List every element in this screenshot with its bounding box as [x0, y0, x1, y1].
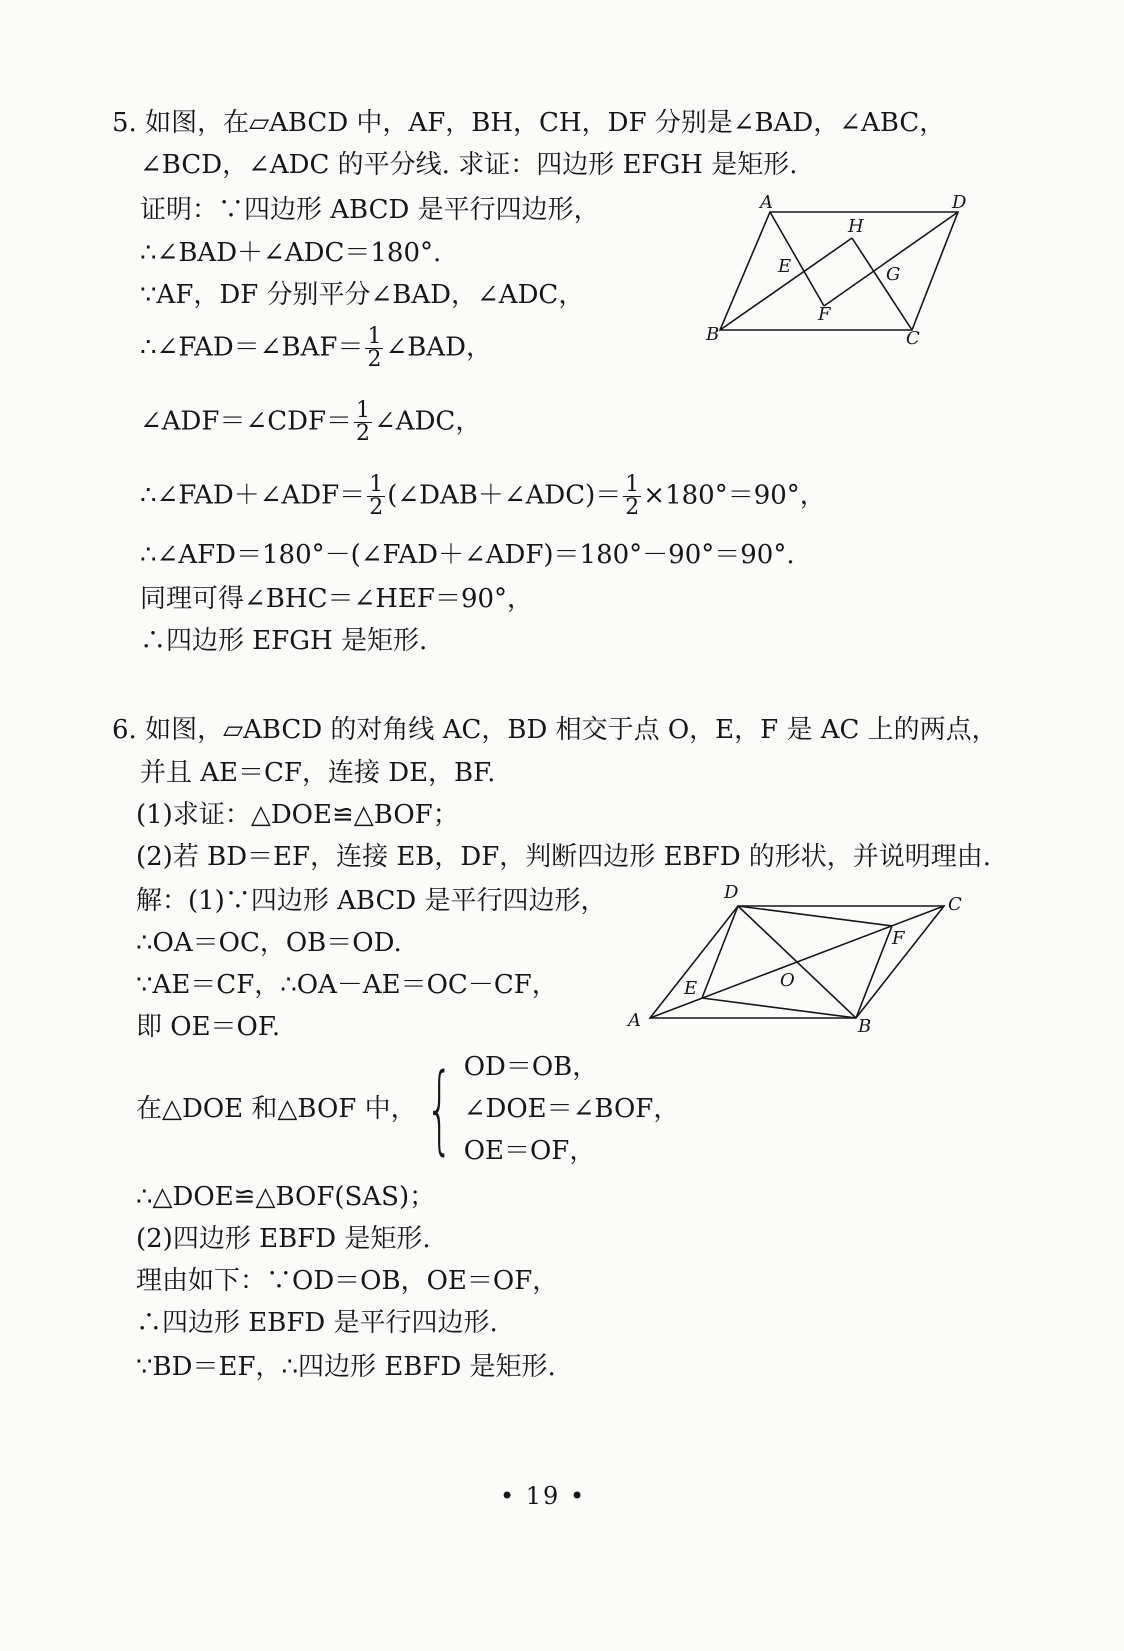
- label-d: D: [724, 882, 739, 903]
- label-b: B: [858, 1016, 872, 1037]
- label-b: B: [706, 324, 720, 345]
- figure-parallelogram-ebfd: [622, 878, 972, 1038]
- problem5-line2: ∠BCD，∠ADC 的平分线. 求证：四边形 EFGH 是矩形.: [140, 150, 798, 180]
- label-e: E: [684, 978, 698, 999]
- label-f: F: [892, 928, 905, 949]
- label-g: G: [886, 264, 901, 285]
- sol6-line8: 理由如下：∵OD＝OB，OE＝OF，: [136, 1266, 559, 1296]
- sol6-line10: ∵BD＝EF，∴四边形 EBFD 是矩形.: [136, 1352, 556, 1382]
- sys-condition-2: ∠DOE＝∠BOF，: [463, 1094, 680, 1124]
- label-a: A: [628, 1010, 641, 1031]
- problem6-line1: 6. 如图，▱ABCD 的对角线 AC，BD 相交于点 O，E，F 是 AC 上的两点，: [112, 715, 998, 745]
- page-number: • 19 •: [500, 1482, 587, 1510]
- sol6-congruence-system: [136, 1050, 679, 1168]
- label-f: F: [818, 304, 831, 325]
- proof5-line6: [140, 474, 826, 519]
- diagonal-bd: [738, 906, 856, 1018]
- problem5-line1: 5. 如图，在▱ABCD 中，AF，BH，CH，DF 分别是∠BAD，∠ABC，: [112, 108, 946, 138]
- brace-icon: {: [425, 1053, 453, 1165]
- proof5-line6-post: ×180°＝90°，: [643, 480, 826, 511]
- proof5-line4: [140, 326, 492, 371]
- label-e: E: [778, 256, 792, 277]
- proof5-line5-post: ∠ADC，: [374, 406, 482, 437]
- fraction-half: $\frac{1}{2}$: [367, 324, 382, 372]
- proof5-line8: 同理可得∠BHC＝∠HEF＝90°，: [140, 584, 534, 614]
- parallelogram-abcd: [720, 212, 958, 330]
- segment-ch: [852, 238, 912, 330]
- problem6-line2: 并且 AE＝CF，连接 DE，BF.: [140, 758, 496, 788]
- problem6-question2: (2)若 BD＝EF，连接 EB，DF，判断四边形 EBFD 的形状，并说明理由.: [136, 842, 992, 872]
- label-h: H: [848, 216, 864, 237]
- proof5-line4-post: ∠BAD，: [385, 332, 492, 363]
- problem6-question1: (1)求证：△DOE≌△BOF；: [136, 800, 459, 830]
- proof5-line4-pre: ∴∠FAD＝∠BAF＝: [140, 332, 364, 363]
- sys-condition-3: OE＝OF，: [463, 1136, 596, 1166]
- sol6-line1: 解：(1)∵四边形 ABCD 是平行四边形，: [136, 886, 607, 916]
- proof5-line1: 证明：∵四边形 ABCD 是平行四边形，: [140, 195, 600, 225]
- segment-de: [702, 906, 738, 998]
- segment-df: [824, 212, 958, 306]
- label-c: C: [948, 894, 962, 915]
- sys-condition-1: OD＝OB，: [463, 1052, 599, 1082]
- label-a: A: [760, 192, 773, 213]
- label-c: C: [906, 328, 920, 349]
- sol6-line4: 即 OE＝OF.: [136, 1012, 281, 1042]
- fraction-half: $\frac{1}{2}$: [369, 472, 384, 520]
- proof5-line5: [140, 400, 481, 445]
- sol6-line9: ∴四边形 EBFD 是平行四边形.: [136, 1308, 498, 1338]
- segment-eb: [702, 998, 856, 1018]
- segment-fd: [738, 906, 892, 926]
- proof5-line7: ∴∠AFD＝180°－(∠FAD＋∠ADF)＝180°－90°＝90°.: [140, 540, 795, 570]
- fraction-half: $\frac{1}{2}$: [356, 398, 371, 446]
- sol6-line2: ∴OA＝OC，OB＝OD.: [136, 928, 402, 958]
- fraction-half: $\frac{1}{2}$: [625, 472, 640, 520]
- label-o: O: [780, 970, 795, 991]
- sol6-line5-pre: 在△DOE 和△BOF 中，: [136, 1094, 417, 1124]
- proof5-line9: ∴四边形 EFGH 是矩形.: [140, 626, 428, 656]
- proof5-line5-pre: ∠ADF＝∠CDF＝: [140, 406, 353, 437]
- sol6-line6: ∴△DOE≌△BOF(SAS)；: [136, 1182, 436, 1212]
- proof5-line6-pre: ∴∠FAD＋∠ADF＝: [140, 480, 366, 511]
- sol6-line3: ∵AE＝CF，∴OA－AE＝OC－CF，: [136, 970, 558, 1000]
- segment-bf: [856, 926, 892, 1018]
- proof5-line6-mid: (∠DAB＋∠ADC)＝: [387, 480, 622, 511]
- proof5-line2: ∴∠BAD＋∠ADC＝180°.: [140, 238, 442, 268]
- sol6-line7: (2)四边形 EBFD 是矩形.: [136, 1224, 431, 1254]
- figure-parallelogram-efgh: [700, 190, 980, 350]
- label-d: D: [952, 192, 967, 213]
- proof5-line3: ∵AF，DF 分别平分∠BAD，∠ADC，: [140, 280, 585, 310]
